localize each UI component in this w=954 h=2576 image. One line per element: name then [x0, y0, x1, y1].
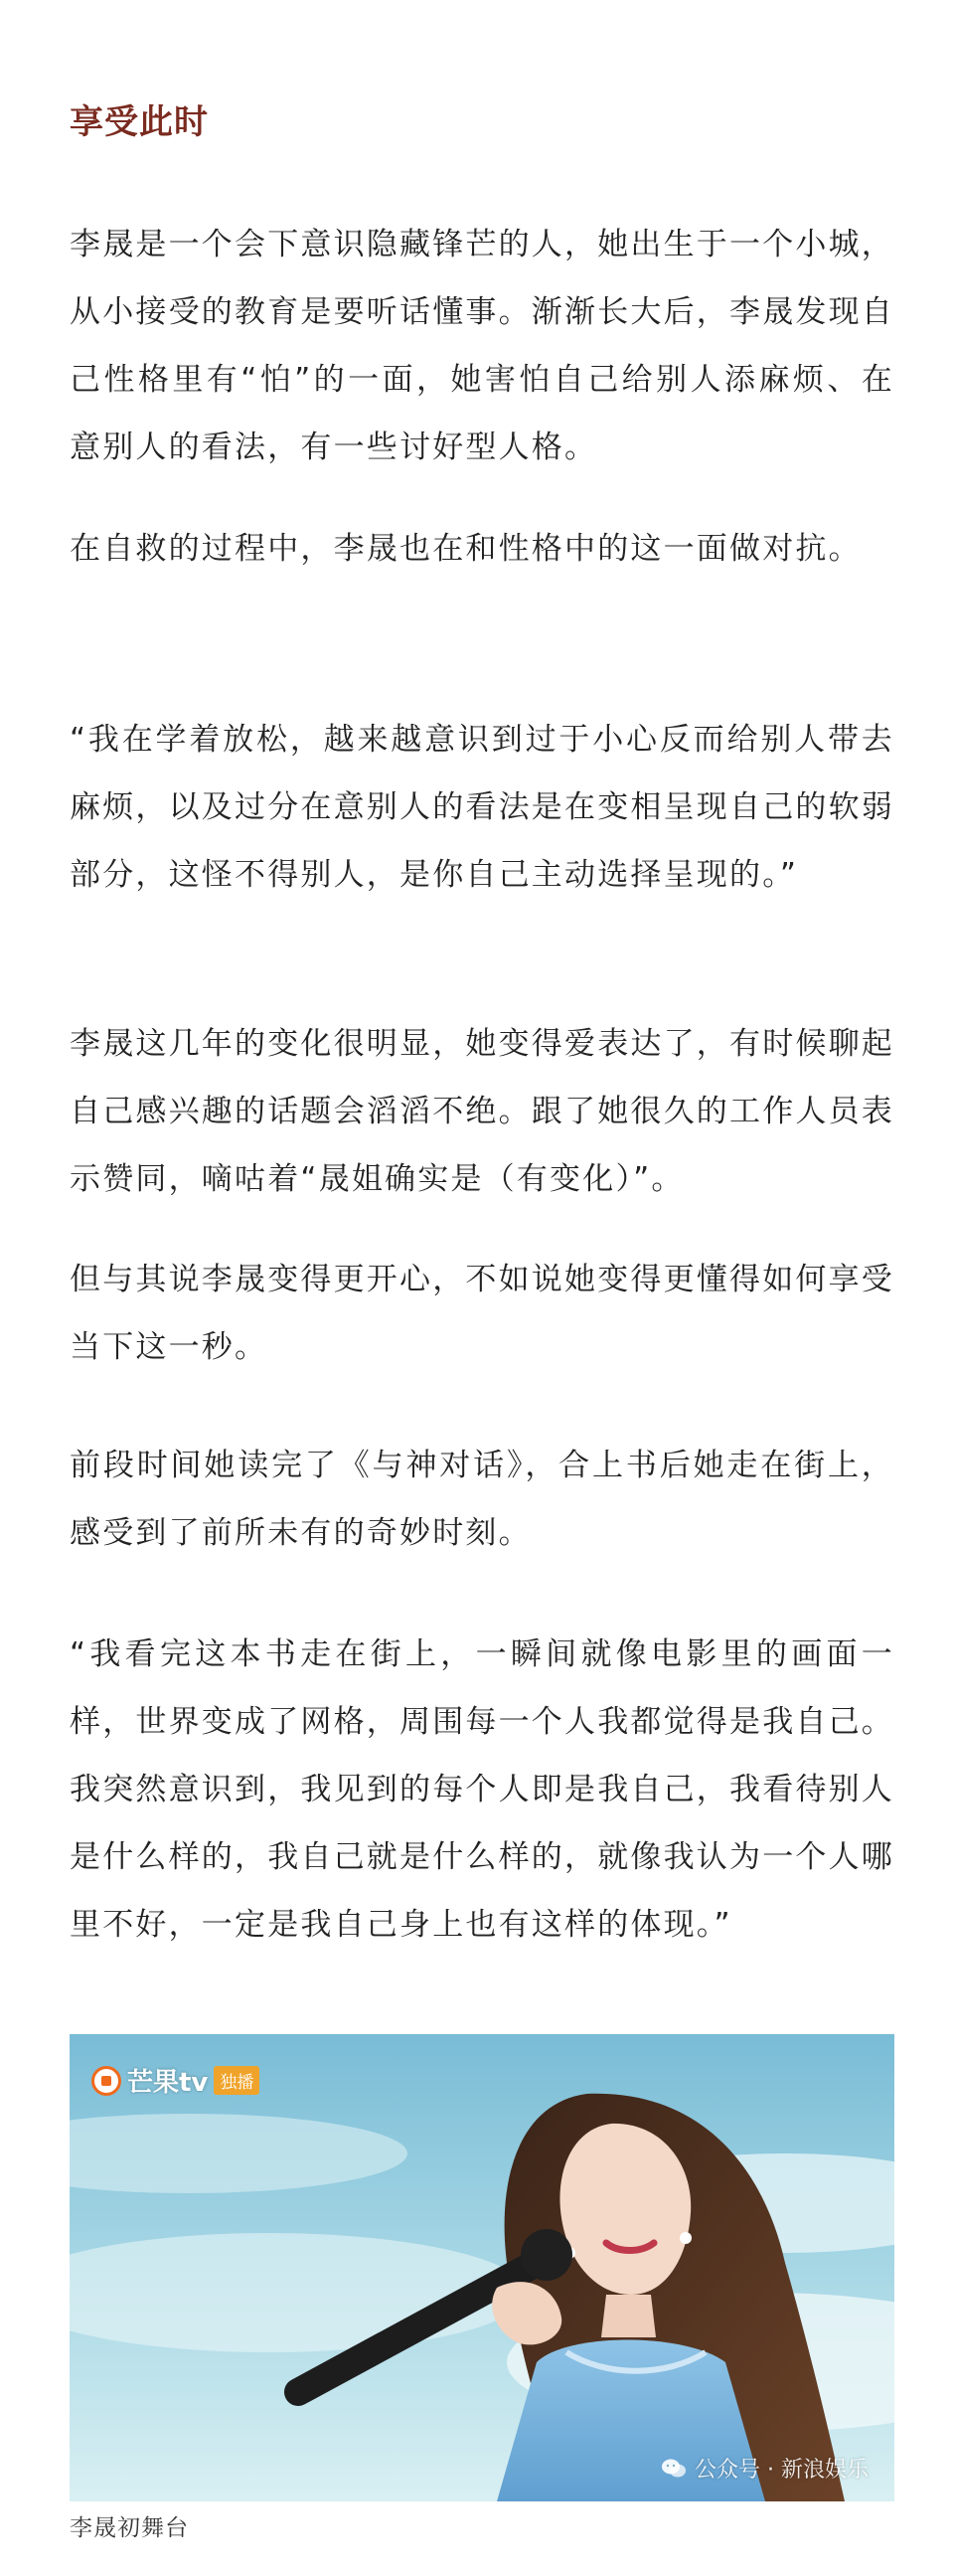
- paragraph-2: 在自救的过程中，李晟也在和性格中的这一面做对抗。: [70, 531, 862, 567]
- paragraph-3: “我在学着放松，越来越意识到过于小心反而给别人带去麻烦，以及过分在意别人的看法是在变相呈现自己的软弱部分，这怪不得别人，是你自己主动选择呈现的。”: [70, 722, 894, 893]
- performance-photo[interactable]: [70, 2034, 894, 2501]
- broadcaster-logo: [91, 2062, 259, 2099]
- wechat-icon: [661, 2458, 687, 2480]
- paragraph-6: 前段时间她读完了《与神对话》，合上书后她走在街上，感受到了前所未有的奇妙时刻。: [70, 1448, 894, 1551]
- paragraph-7: “我看完这本书走在街上，一瞬间就像电影里的画面一样，世界变成了网格，周围每一个人我都觉得是我自己。我突然意识到，我见到的每个人即是我自己，我看待别人是什么样的，我自己就是什么样的，就像我认为一个人哪里不好，一定是我自己身上也有这样的体现。”: [70, 1636, 894, 1943]
- watermark-text: 公众号 · 新浪娱乐: [695, 2458, 869, 2483]
- paragraph-5: 但与其说李晟变得更开心，不如说她变得更懂得如何享受当下这一秒。: [70, 1262, 894, 1365]
- image-caption: 李晟初舞台: [70, 2515, 189, 2541]
- mango-logo-icon: [91, 2066, 121, 2096]
- performance-photo-illustration: [70, 2034, 894, 2501]
- section-title: 享受此时: [70, 102, 209, 142]
- paragraph-4: 李晟这几年的变化很明显，她变得爱表达了，有时候聊起自己感兴趣的话题会滔滔不绝。跟了她很久的工作人员表示赞同，嘀咕着“晟姐确实是（有变化）”。: [70, 1026, 894, 1197]
- exclusive-badge: 独播: [214, 2066, 259, 2095]
- source-watermark: [661, 2453, 869, 2484]
- logo-text: 芒果tv: [127, 2068, 209, 2098]
- paragraph-1: 李晟是一个会下意识隐藏锋芒的人，她出生于一个小城，从小接受的教育是要听话懂事。渐渐长大后，李晟发现自己性格里有“怕”的一面，她害怕自己给别人添麻烦、在意别人的看法，有一些讨好型人格。: [70, 227, 894, 465]
